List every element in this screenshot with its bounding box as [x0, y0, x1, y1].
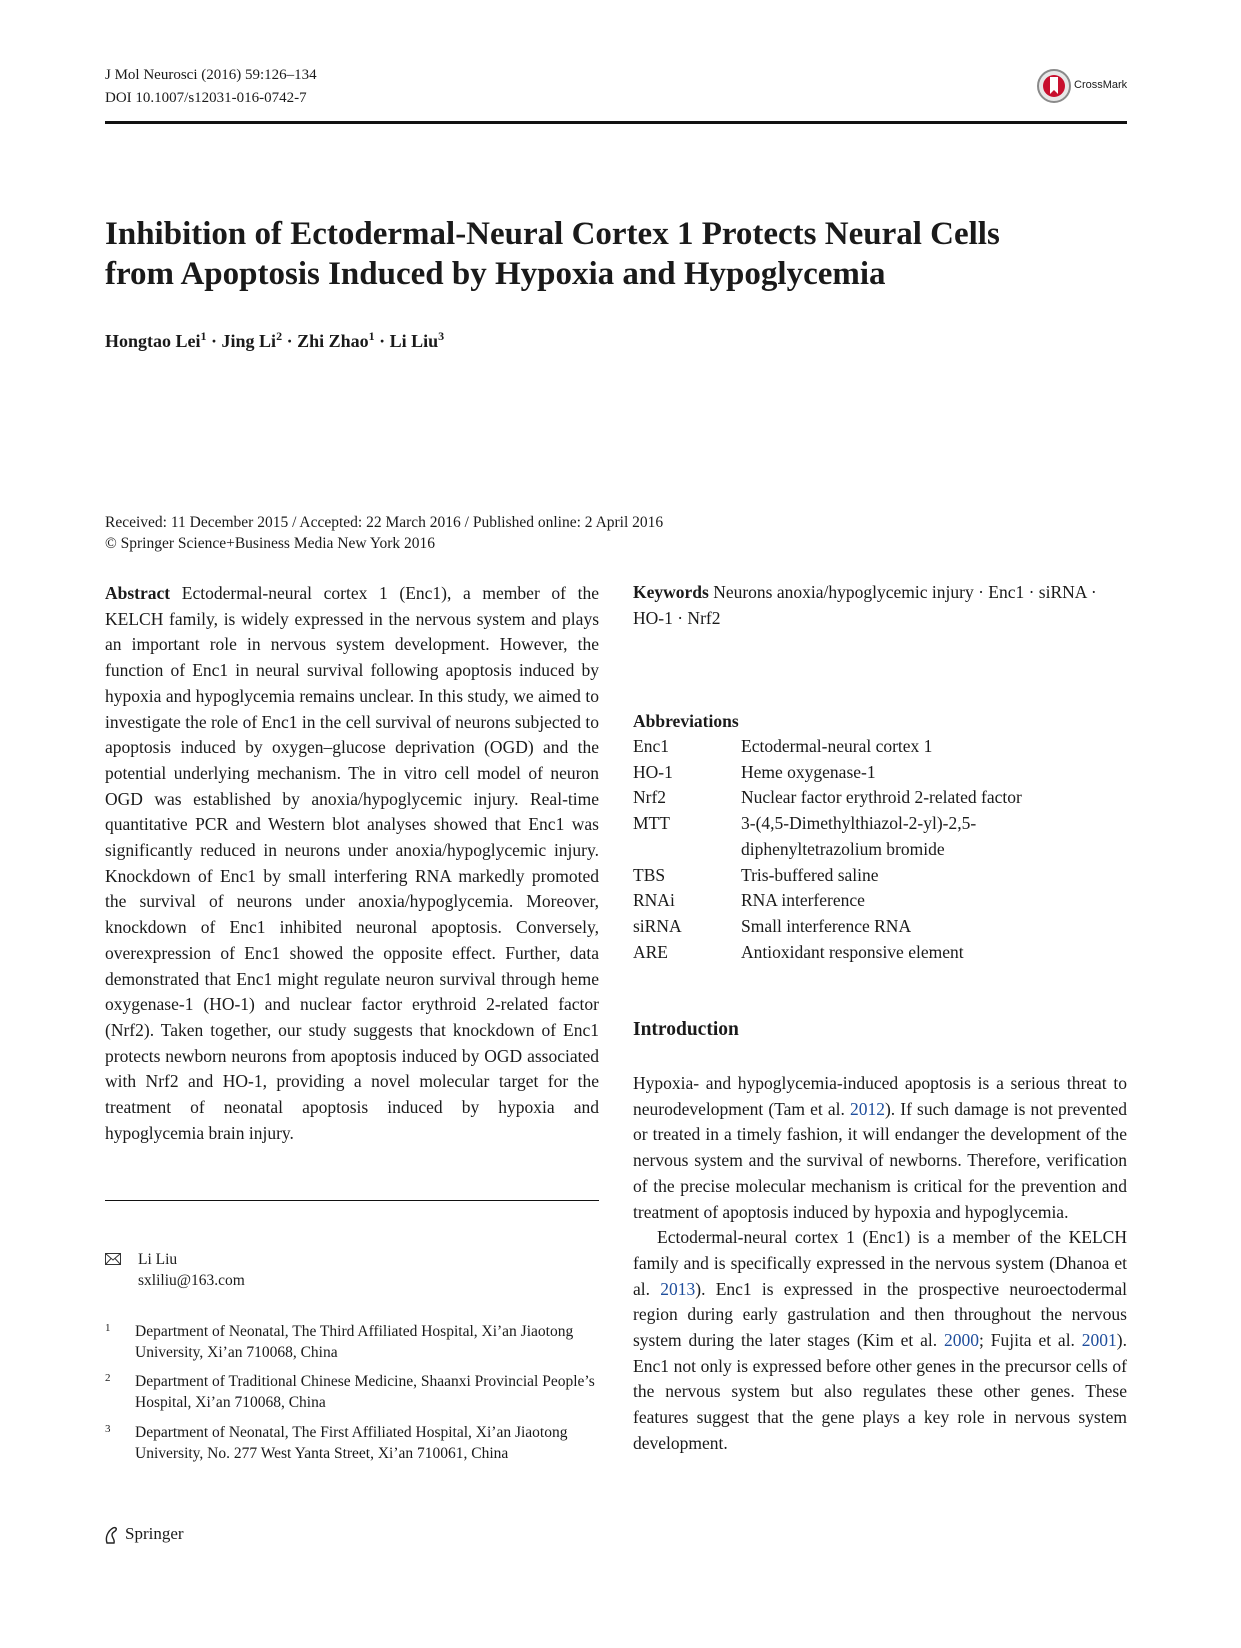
abbreviation-row	[633, 914, 1121, 940]
abbreviation-key: HO-1	[633, 761, 673, 782]
author-name[interactable]: Zhi Zhao	[297, 331, 369, 351]
paragraph-text: ). Enc1 is expressed in the prospective neuroectodermal region during early gastrulation and then throughout the nervous system during the later stages (Kim et al.	[633, 1278, 1127, 1351]
abbreviation-row	[633, 811, 1121, 862]
copyright-line: © Springer Science+Business Media New York 2016	[105, 535, 436, 552]
header-rule	[105, 121, 1127, 124]
abbreviations-heading: Abbreviations	[633, 711, 739, 731]
abbreviation-value: Tris-buffered saline	[741, 864, 879, 885]
journal-citation	[105, 64, 317, 110]
author-list	[105, 329, 444, 352]
envelope-icon	[105, 1253, 121, 1265]
author-affiliation-sup: 3	[438, 329, 445, 343]
abbreviation-key: siRNA	[633, 915, 682, 936]
keywords-label: Keywords	[633, 582, 709, 602]
abbreviation-row	[633, 760, 1121, 786]
author-name[interactable]: Li Liu	[389, 331, 439, 351]
paragraph-text: Ectodermal-neural cortex 1 (Enc1) is a member of the KELCH family and is specifically expressed in the nervous system (Dhanoa et al.	[633, 1227, 1127, 1299]
publication-history	[105, 512, 663, 554]
abbreviation-row	[633, 863, 1121, 889]
affiliation	[105, 1371, 605, 1413]
author-name[interactable]: Jing Li	[221, 331, 277, 351]
abstract-label: Abstract	[105, 583, 171, 603]
abbreviation-row	[633, 940, 1121, 966]
journal-line: J Mol Neurosci (2016) 59:126–134	[105, 67, 317, 83]
affiliation	[105, 1321, 605, 1363]
article-title	[105, 214, 1125, 294]
paragraph-text: Hypoxia- and hypoglycemia-induced apoptosis is a serious threat to neurodevelopment (Tam et al.	[633, 1073, 1127, 1119]
crossmark-label: CrossMark	[1074, 79, 1128, 91]
affiliation-text: Department of Neonatal, The First Affiliated Hospital, Xi’an Jiaotong University, No. 277 West Yanta Street, Xi’an 710061, China	[135, 1424, 568, 1462]
affiliation	[105, 1422, 605, 1464]
affiliation-text: Department of Traditional Chinese Medicine, Shaanxi Provincial People’s Hospital, Xi’an 710068, China	[135, 1373, 595, 1411]
author-affiliation-sup: 1	[368, 329, 375, 343]
publisher-name: Springer	[125, 1524, 184, 1543]
abbreviation-key: Enc1	[633, 736, 669, 756]
affiliation-number: 3	[105, 1423, 111, 1435]
author-separator: ·	[286, 331, 293, 351]
author-affiliation-sup: 1	[200, 329, 207, 343]
abbreviation-value: Small interference RNA	[741, 915, 912, 936]
footnote-rule	[105, 1200, 599, 1201]
abbreviation-value: Antioxidant responsive element	[741, 941, 964, 962]
citation-link[interactable]: 2001	[1081, 1330, 1117, 1351]
abbreviation-key: TBS	[633, 864, 666, 885]
introduction-paragraph	[633, 1071, 1127, 1225]
abbreviation-row	[633, 888, 1121, 914]
citation-link[interactable]: 2000	[944, 1330, 980, 1351]
introduction-paragraph	[633, 1225, 1127, 1456]
abbreviation-row	[633, 785, 1121, 811]
title-line-1: Inhibition of Ectodermal-Neural Cortex 1 Protects Neural Cells	[105, 216, 1000, 252]
abbreviations-table	[633, 734, 1121, 965]
abbreviation-value: Ectodermal-neural cortex 1	[741, 736, 933, 756]
abbreviation-key: MTT	[633, 813, 670, 834]
title-line-2: from Apoptosis Induced by Hypoxia and Hypoglycemia	[105, 256, 886, 292]
abbreviation-row	[633, 734, 1121, 760]
introduction-heading: Introduction	[633, 1019, 739, 1040]
abbreviation-value: RNA interference	[741, 890, 865, 911]
paragraph-text: ). Enc1 not only is expressed before other genes in the precursor cells of the nervous system but also regulates these other genes. These features suggest that the gene plays a key role in nervous system development.	[633, 1330, 1127, 1453]
abbreviation-value: Heme oxygenase-1	[741, 761, 876, 782]
citation-link[interactable]: 2013	[660, 1278, 696, 1299]
paragraph-text: ). If such damage is not prevented or treated in a timely fashion, it will endanger the development of the nervous system and the survival of newborns. Therefore, verification of the precise molecular mechanism is critical for the prevention and treatment of apoptosis induced by hypoxia and hypoglycemia.	[633, 1098, 1127, 1222]
corresponding-author-name: Li Liu	[138, 1251, 178, 1268]
affiliation-number: 2	[105, 1372, 111, 1384]
citation-link[interactable]: 2012	[849, 1098, 885, 1119]
affiliation-text: Department of Neonatal, The Third Affiliated Hospital, Xi’an Jiaotong University, Xi’an 710068, China	[135, 1323, 574, 1361]
springer-horse-icon	[103, 1525, 121, 1545]
author-name[interactable]: Hongtao Lei	[105, 331, 201, 351]
keywords	[633, 580, 1127, 631]
abstract-text: Ectodermal-neural cortex 1 (Enc1), a member of the KELCH family, is widely expressed in the nervous system and plays an important role in nervous system development. However, the function of Enc1 in neural survival following apoptosis induced by hypoxia and hypoglycemia remains unclear. In this study, we aimed to investigate the role of Enc1 in the cell survival of neurons subjected to apoptosis induced by oxygen–glucose deprivation (OGD) and the potential underlying mechanism. The in vitro cell model of neuron OGD was established by anoxia/hypoglycemic injury. Real-time quantitative PCR and Western blot analyses showed that Enc1 was significantly reduced in neurons under anoxia/hypoglycemic injury. Knockdown of Enc1 by small interfering RNA markedly promoted the survival of neurons under anoxia/hypoglycemia. Moreover, knockdown of Enc1 inhibited neuronal apoptosis. Conversely, overexpression of Enc1 showed the opposite effect. Further, data demonstrated that Enc1 might regulate neuron survival through heme oxygenase-1 (HO-1) and nuclear factor erythroid 2-related factor (Nrf2). Taken together, our study suggests that knockdown of Enc1 protects newborn neurons from apoptosis induced by OGD associated with Nrf2 and HO-1, providing a novel molecular target for the treatment of neonatal apoptosis induced by hypoxia and hypoglycemia brain injury.	[105, 583, 600, 1143]
author-affiliation-sup: 2	[276, 329, 283, 343]
abbreviation-value: 3-(4,5-Dimethylthiazol-2-yl)-2,5-diphenyltetrazolium bromide	[741, 813, 977, 859]
doi-line[interactable]: DOI 10.1007/s12031-016-0742-7	[105, 90, 307, 106]
author-separator: ·	[379, 331, 386, 351]
abbreviation-value: Nuclear factor erythroid 2-related factor	[741, 787, 1022, 808]
abstract	[105, 581, 599, 1146]
author-separator: ·	[211, 331, 218, 351]
abbreviation-key: ARE	[633, 941, 668, 962]
corresponding-author-email[interactable]: sxliliu@163.com	[138, 1272, 245, 1289]
introduction-body	[633, 1071, 1127, 1457]
abbreviation-key: RNAi	[633, 890, 675, 911]
keywords-text: Neurons anoxia/hypoglycemic injury · Enc1 · siRNA · HO-1 · Nrf2	[633, 582, 1097, 628]
crossmark-icon	[1036, 68, 1072, 104]
affiliation-number: 1	[105, 1322, 111, 1334]
abbreviation-key: Nrf2	[633, 787, 667, 808]
dates-line: Received: 11 December 2015 / Accepted: 22 March 2016 / Published online: 2 April 2016	[105, 514, 664, 531]
crossmark-badge[interactable]	[1036, 68, 1126, 104]
paragraph-text: ; Fujita et al.	[979, 1330, 1082, 1351]
